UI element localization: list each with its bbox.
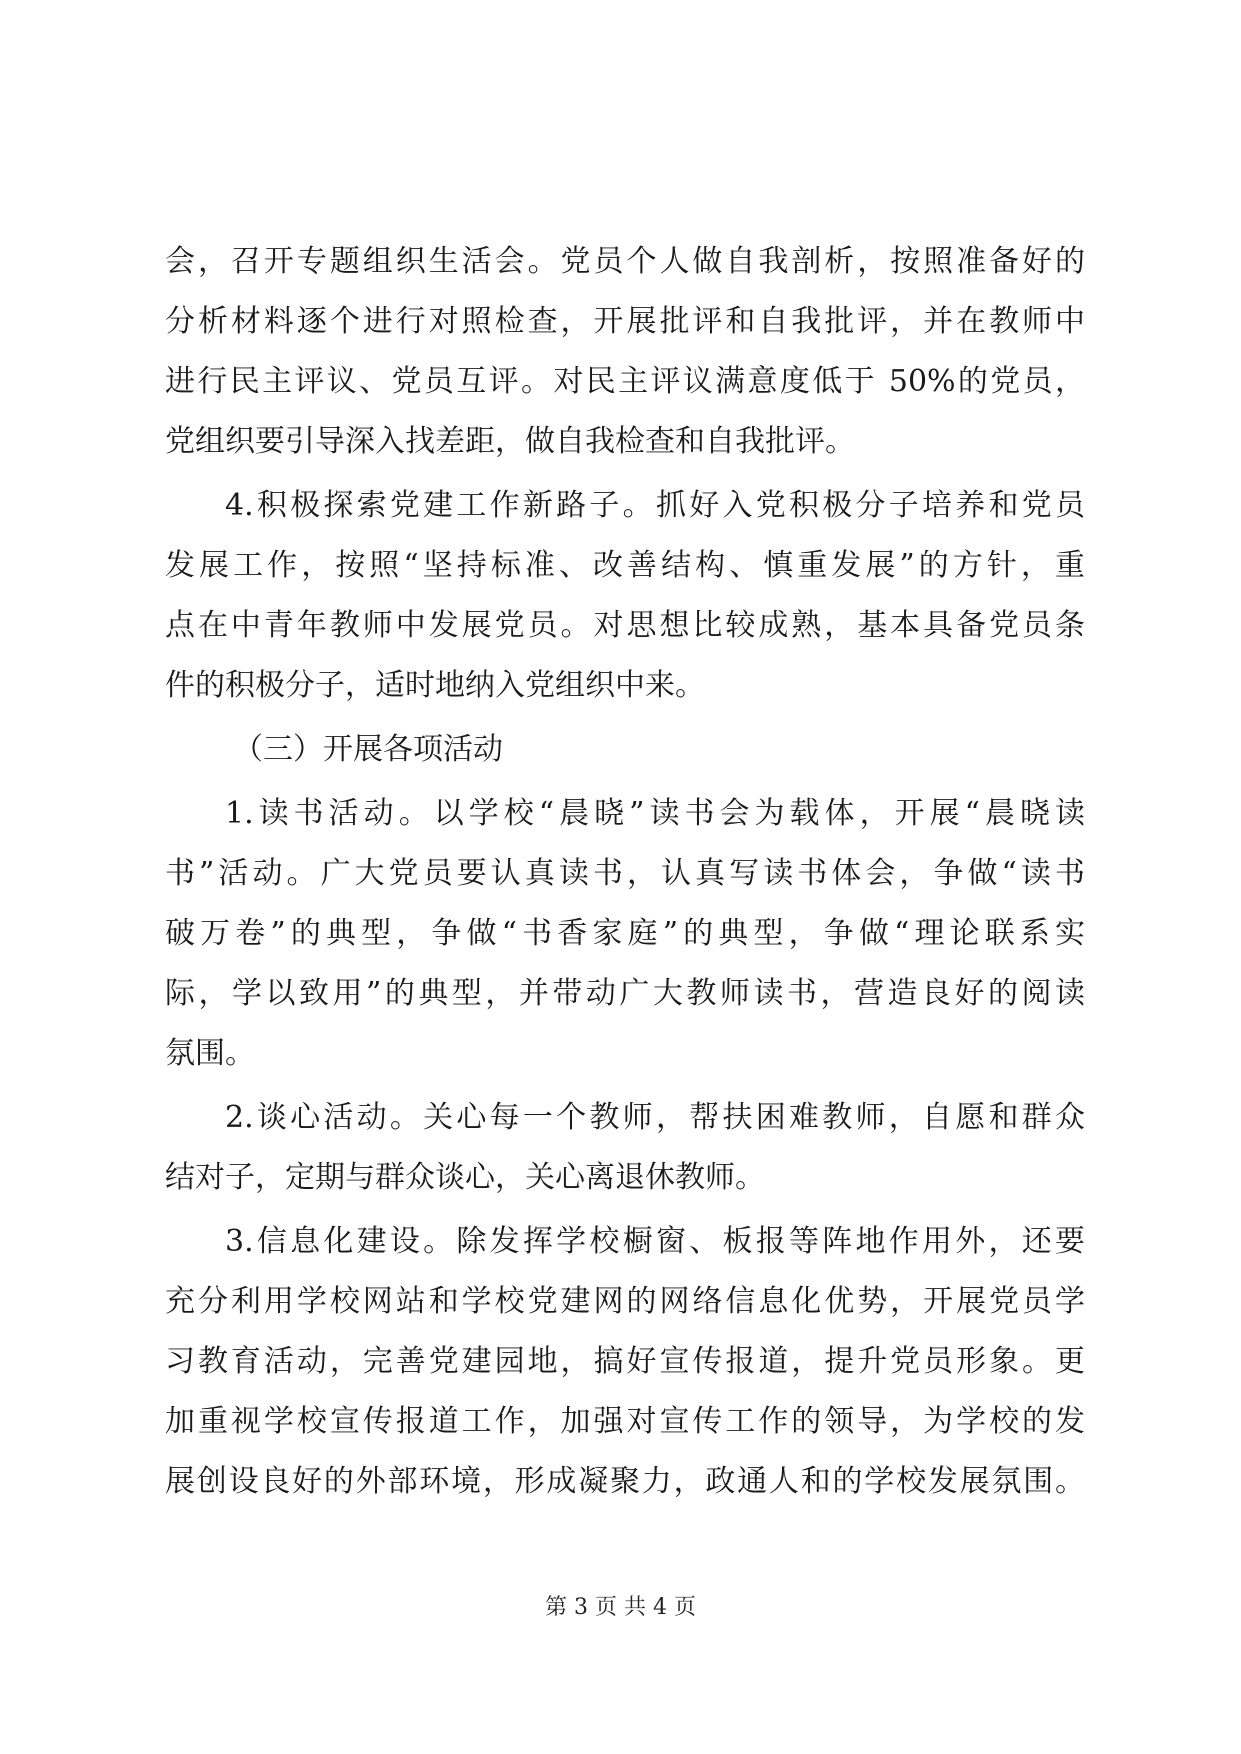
text-line: 氛围。: [165, 1036, 255, 1071]
text-line: 1.读书活动。以学校“晨晓”读书会为载体，开展“晨晓读: [225, 796, 1085, 831]
text-line: 分析材料逐个进行对照检查，开展批评和自我批评，并在教师中: [165, 304, 1085, 339]
paragraph-self-criticism: [165, 232, 1085, 472]
document-body: [165, 232, 1085, 1512]
text-line: 充分利用学校网站和学校党建网的网络信息化优势，开展党员学: [165, 1284, 1085, 1319]
text-line: 3.信息化建设。除发挥学校橱窗、板报等阵地作用外，还要: [225, 1224, 1085, 1259]
section-heading-text: （三）开展各项活动: [233, 732, 503, 767]
text-line: 件的积极分子，适时地纳入党组织中来。: [165, 668, 705, 703]
text-line: 4.积极探索党建工作新路子。抓好入党积极分子培养和党员: [225, 488, 1085, 523]
text-line: 党组织要引导深入找差距，做自我检查和自我批评。: [165, 424, 855, 459]
text-line: 进行民主评议、党员互评。对民主评议满意度低于 50%的党员，: [165, 364, 1085, 399]
text-line: 会，召开专题组织生活会。党员个人做自我剖析，按照准备好的: [165, 244, 1085, 279]
text-line: 加重视学校宣传报道工作，加强对宣传工作的领导，为学校的发: [165, 1404, 1085, 1439]
text-line: 际，学以致用”的典型，并带动广大教师读书，营造良好的阅读: [165, 976, 1085, 1011]
paragraph-talk-activity: [165, 1088, 1085, 1208]
text-line: 2.谈心活动。关心每一个教师，帮扶困难教师，自愿和群众: [225, 1100, 1085, 1135]
text-line: 点在中青年教师中发展党员。对思想比较成熟，基本具备党员条: [165, 608, 1085, 643]
text-line: 发展工作，按照“坚持标准、改善结构、慎重发展”的方针，重: [165, 548, 1085, 583]
paragraph-informatization: [165, 1212, 1085, 1512]
text-line: 展创设良好的外部环境，形成凝聚力，政通人和的学校发展氛围。: [165, 1464, 1085, 1499]
paragraph-item-4: [165, 476, 1085, 716]
text-line: 习教育活动，完善党建园地，搞好宣传报道，提升党员形象。更: [165, 1344, 1085, 1379]
text-line: 结对子，定期与群众谈心，关心离退休教师。: [165, 1160, 765, 1195]
page-footer: 第 3 页 共 4 页: [545, 1595, 696, 1620]
text-line: 破万卷”的典型，争做“书香家庭”的典型，争做“理论联系实: [165, 916, 1085, 951]
text-line: 书”活动。广大党员要认真读书，认真写读书体会，争做“读书: [165, 856, 1085, 891]
paragraph-reading-activity: [165, 784, 1085, 1084]
section-heading: [165, 720, 1085, 780]
